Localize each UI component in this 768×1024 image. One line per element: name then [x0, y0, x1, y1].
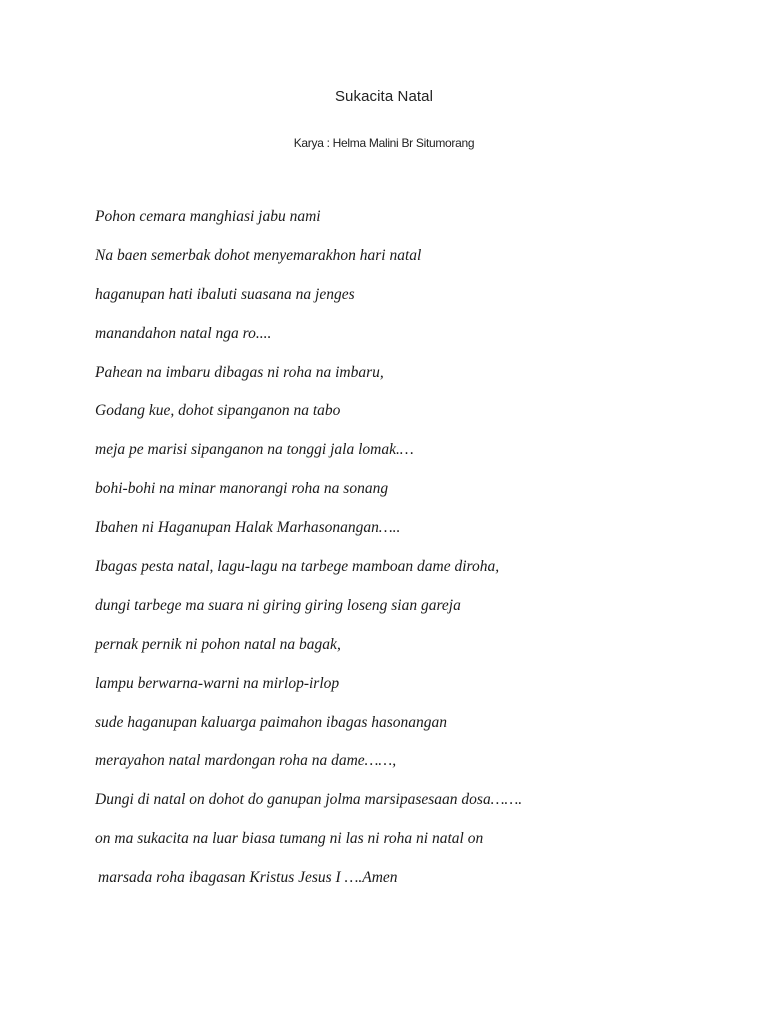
- poem-line: sude haganupan kaluarga paimahon ibagas hasonangan: [95, 713, 448, 731]
- document-author: Karya : Helma Malini Br Situmorang: [293, 136, 475, 150]
- poem-line: marsada roha ibagasan Kristus Jesus I ….Amen: [98, 869, 398, 887]
- poem-line: Godang kue, dohot sipanganon na tabo: [95, 402, 341, 420]
- poem-line: on ma sukacita na luar biasa tumang ni las ni roha ni natal on: [95, 830, 484, 848]
- document-title: Sukacita Natal: [334, 88, 434, 105]
- poem-line: Ibagas pesta natal, lagu-lagu na tarbege mamboan dame diroha,: [95, 558, 500, 576]
- poem-line: haganupan hati ibaluti suasana na jenges: [95, 285, 355, 303]
- poem-line: lampu berwarna-warni na mirlop-irlop: [95, 674, 340, 692]
- poem-body: [95, 206, 715, 906]
- poem-line: Pahean na imbaru dibagas ni roha na imbaru,: [95, 363, 384, 381]
- poem-line: Pohon cemara manghiasi jabu nami: [95, 208, 321, 225]
- poem-line: Ibahen ni Haganupan Halak Marhasonangan…..: [95, 519, 401, 537]
- poem-line: pernak pernik ni pohon natal na bagak,: [95, 635, 341, 653]
- poem-line: manandahon natal nga ro....: [95, 324, 272, 342]
- poem-line: Na baen semerbak dohot menyemarakhon hari natal: [95, 246, 422, 264]
- poem-line: meja pe marisi sipanganon na tonggi jala lomak.…: [95, 441, 414, 459]
- poem-line: dungi tarbege ma suara ni giring giring loseng sian gareja: [95, 596, 461, 614]
- poem-line: merayahon natal mardongan roha na dame……,: [95, 752, 397, 770]
- poem-line: Dungi di natal on dohot do ganupan jolma marsipasesaan dosa…….: [95, 791, 523, 809]
- poem-line: bohi-bohi na minar manorangi roha na sonang: [95, 480, 389, 498]
